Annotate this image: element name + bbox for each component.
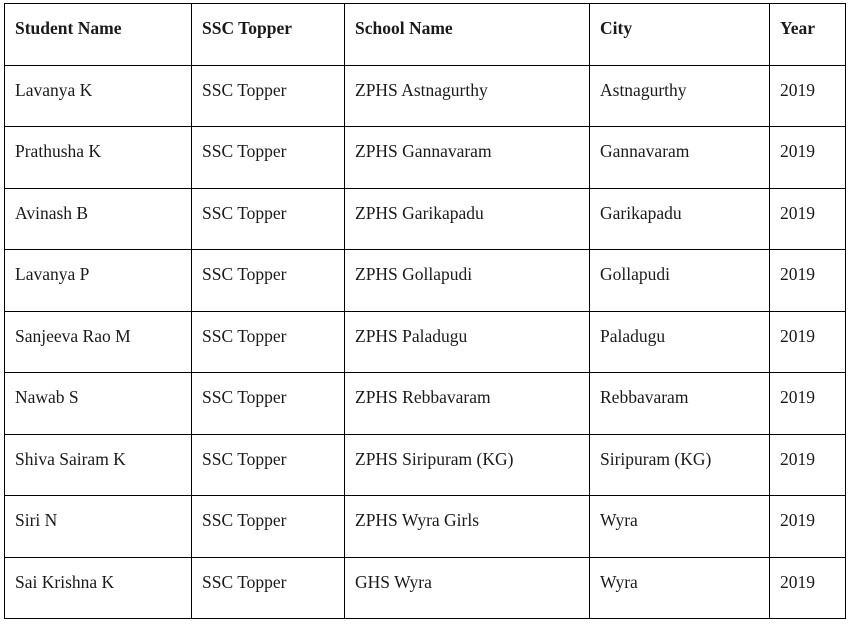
school-name-cell: ZPHS Astnagurthy — [345, 65, 590, 127]
student-name-cell: Avinash B — [5, 188, 192, 250]
award-cell: SSC Topper — [192, 373, 345, 435]
award-cell: SSC Topper — [192, 65, 345, 127]
student-name-cell: Lavanya P — [5, 250, 192, 312]
school-name-cell: ZPHS Gannavaram — [345, 127, 590, 189]
year-cell: 2019 — [770, 127, 846, 189]
year-cell: 2019 — [770, 188, 846, 250]
year-cell: 2019 — [770, 373, 846, 435]
column-header-city: City — [590, 4, 770, 66]
year-cell: 2019 — [770, 65, 846, 127]
school-name-cell: ZPHS Siripuram (KG) — [345, 434, 590, 496]
city-cell: Wyra — [590, 557, 770, 619]
table-row — [5, 434, 846, 496]
award-cell: SSC Topper — [192, 188, 345, 250]
student-name-cell: Nawab S — [5, 373, 192, 435]
city-cell: Paladugu — [590, 311, 770, 373]
award-cell: SSC Topper — [192, 496, 345, 558]
award-cell: SSC Topper — [192, 311, 345, 373]
column-header-year: Year — [770, 4, 846, 66]
city-cell: Garikapadu — [590, 188, 770, 250]
school-name-cell: ZPHS Garikapadu — [345, 188, 590, 250]
year-cell: 2019 — [770, 557, 846, 619]
column-header-school-name: School Name — [345, 4, 590, 66]
city-cell: Astnagurthy — [590, 65, 770, 127]
table-row — [5, 311, 846, 373]
city-cell: Gannavaram — [590, 127, 770, 189]
year-cell: 2019 — [770, 250, 846, 312]
student-name-cell: Sai Krishna K — [5, 557, 192, 619]
column-header-student-name: Student Name — [5, 4, 192, 66]
table-row — [5, 188, 846, 250]
school-name-cell: ZPHS Paladugu — [345, 311, 590, 373]
school-name-cell: GHS Wyra — [345, 557, 590, 619]
city-cell: Rebbavaram — [590, 373, 770, 435]
student-name-cell: Prathusha K — [5, 127, 192, 189]
table-row — [5, 557, 846, 619]
school-name-cell: ZPHS Gollapudi — [345, 250, 590, 312]
student-name-cell: Sanjeeva Rao M — [5, 311, 192, 373]
student-name-cell: Lavanya K — [5, 65, 192, 127]
award-cell: SSC Topper — [192, 557, 345, 619]
city-cell: Siripuram (KG) — [590, 434, 770, 496]
year-cell: 2019 — [770, 434, 846, 496]
student-name-cell: Siri N — [5, 496, 192, 558]
column-header-ssc-topper: SSC Topper — [192, 4, 345, 66]
table-row — [5, 496, 846, 558]
header-row — [5, 4, 846, 66]
ssc-toppers-table — [4, 3, 846, 619]
city-cell: Wyra — [590, 496, 770, 558]
award-cell: SSC Topper — [192, 250, 345, 312]
table-row — [5, 127, 846, 189]
award-cell: SSC Topper — [192, 434, 345, 496]
year-cell: 2019 — [770, 496, 846, 558]
city-cell: Gollapudi — [590, 250, 770, 312]
student-name-cell: Shiva Sairam K — [5, 434, 192, 496]
table-row — [5, 65, 846, 127]
table-row — [5, 373, 846, 435]
school-name-cell: ZPHS Wyra Girls — [345, 496, 590, 558]
school-name-cell: ZPHS Rebbavaram — [345, 373, 590, 435]
year-cell: 2019 — [770, 311, 846, 373]
award-cell: SSC Topper — [192, 127, 345, 189]
table-row — [5, 250, 846, 312]
